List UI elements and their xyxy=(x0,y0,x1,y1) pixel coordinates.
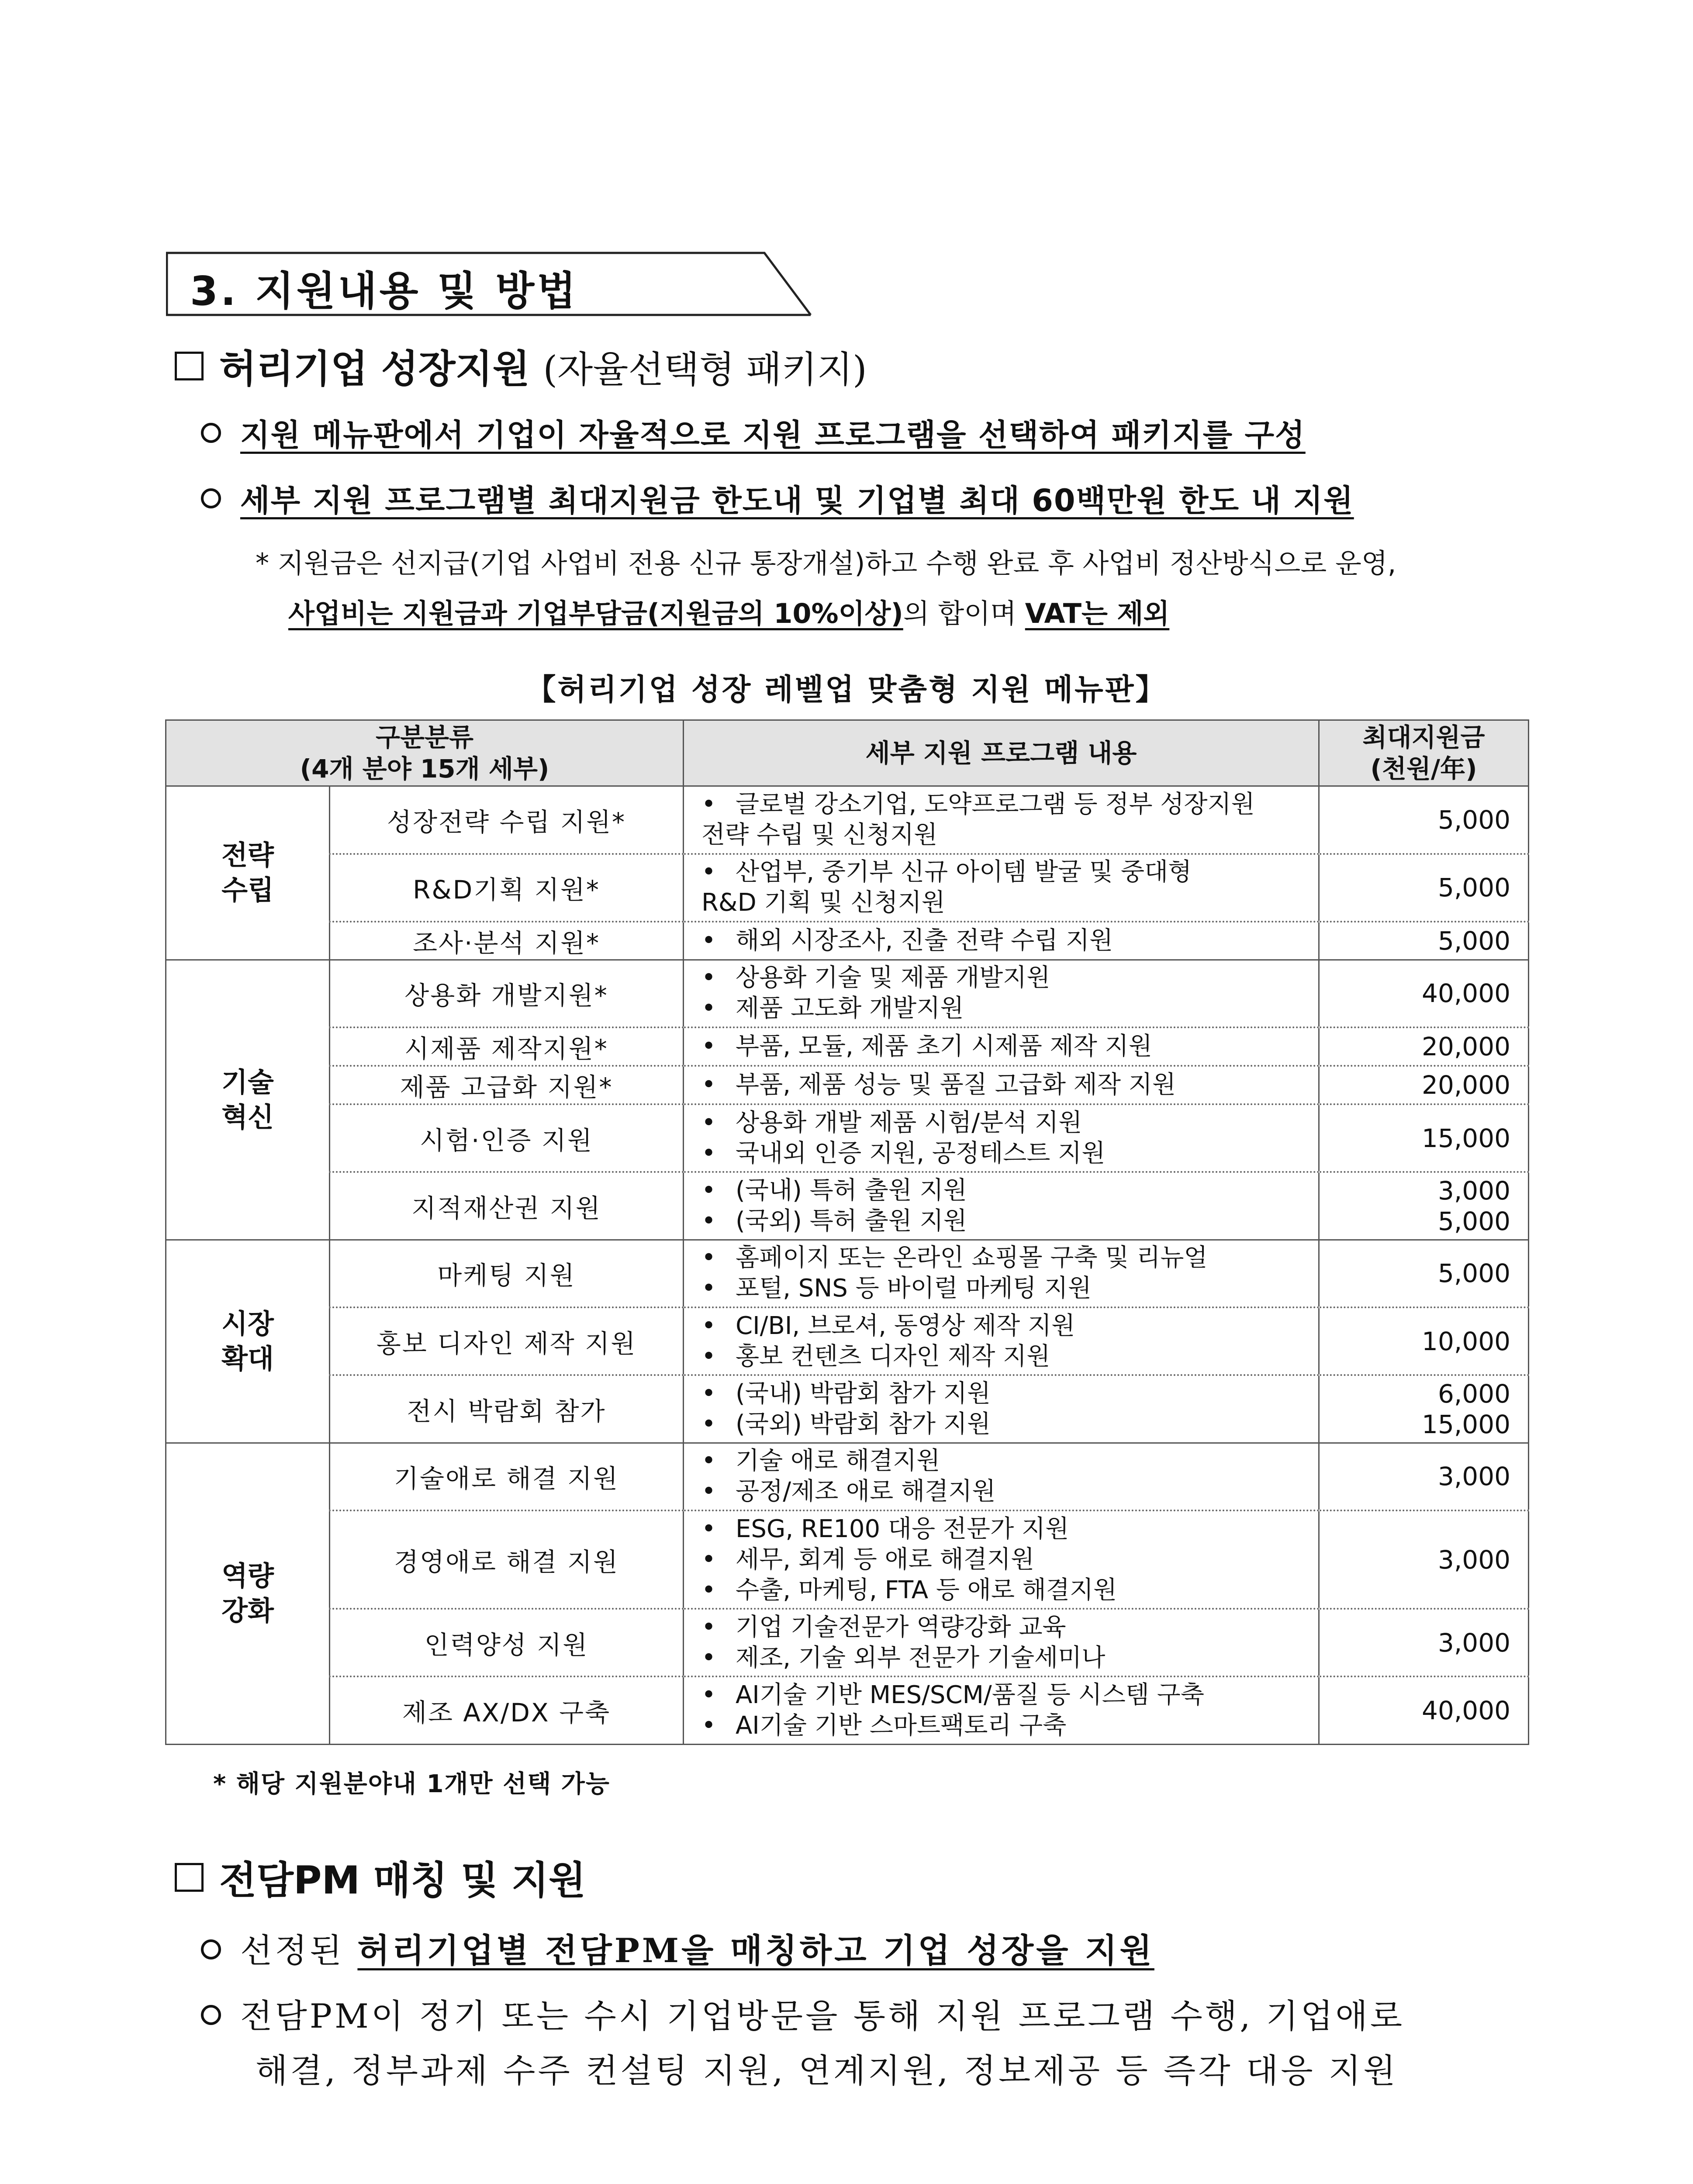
desc-bullet: • 상용화 개발 제품 시험/분석 지원 xyxy=(701,1108,1318,1138)
item-amount: 40,000 xyxy=(1319,1676,1529,1744)
block2-bullet-2-continuation xyxy=(256,2044,1398,2092)
item-amount: 3,000 xyxy=(1319,1609,1529,1676)
amount-line: 6,000 xyxy=(1437,1379,1510,1409)
desc-bullet: • 부품, 제품 성능 및 품질 고급화 제작 지원 xyxy=(701,1070,1318,1100)
circle-bullet-icon xyxy=(201,1939,221,1959)
item-desc xyxy=(684,1240,1319,1307)
item-desc xyxy=(684,1676,1319,1744)
amount-line: 3,000 xyxy=(1437,1175,1510,1206)
desc-bullet: • (국외) 특허 출원 지원 xyxy=(701,1206,1318,1237)
header-content: 세부 지원 프로그램 내용 xyxy=(684,720,1319,786)
amount-line: 5,000 xyxy=(1437,1206,1510,1236)
table-footnote: * 해당 지원분야내 1개만 선택 가능 xyxy=(213,1770,610,1798)
header-amount: 최대지원금 (천원/年) xyxy=(1319,720,1529,786)
item-amount: 10,000 xyxy=(1319,1307,1529,1375)
item-desc xyxy=(684,922,1319,960)
desc-bullet: • 제조, 기술 외부 전문가 기술세미나 xyxy=(701,1643,1318,1673)
table-row xyxy=(166,1240,1529,1307)
item-amount: 3,000 xyxy=(1319,1443,1529,1510)
item-name: 조사·분석 지원* xyxy=(330,922,684,960)
desc-bullet: • 국내외 인증 지원, 공정테스트 지원 xyxy=(701,1138,1318,1169)
square-bullet-icon xyxy=(175,1863,204,1892)
item-desc xyxy=(684,1375,1319,1443)
note-bold-part: 사업비는 지원금과 기업부담금(지원금의 10%이상) xyxy=(288,598,903,629)
block2-title: 전담PM 매칭 및 지원 xyxy=(219,1858,586,1903)
circle-bullet-icon xyxy=(201,423,221,443)
table-row xyxy=(166,1066,1529,1104)
desc-bullet: • (국외) 박람회 참가 지원 xyxy=(701,1409,1318,1440)
desc-bullet: • ESG, RE100 대응 전문가 지원 xyxy=(701,1514,1318,1545)
item-name: 마케팅 지원 xyxy=(330,1240,684,1307)
note-vat-part: VAT는 제외 xyxy=(1025,598,1170,629)
item-amount: 5,000 xyxy=(1319,922,1529,960)
item-desc xyxy=(684,1066,1319,1104)
item-amount: 20,000 xyxy=(1319,1066,1529,1104)
desc-bullet: • (국내) 특허 출원 지원 xyxy=(701,1175,1318,1206)
group-name: 기술 혁신 xyxy=(166,960,330,1240)
desc-bullet: • 공정/제조 애로 해결지원 xyxy=(701,1476,1318,1507)
item-desc xyxy=(684,1609,1319,1676)
item-amount: 20,000 xyxy=(1319,1027,1529,1066)
desc-bullet: • 상용화 기술 및 제품 개발지원 xyxy=(701,963,1318,993)
table-row xyxy=(166,1375,1529,1443)
item-desc xyxy=(684,1172,1319,1240)
desc-bullet: • 제품 고도화 개발지원 xyxy=(701,993,1318,1024)
block1-bullet-2-text: 세부 지원 프로그램별 최대지원금 한도내 및 기업별 최대 60백만원 한도 내 지원 xyxy=(240,483,1354,518)
block1-subtitle: (자율선택형 패키지) xyxy=(543,348,867,391)
item-amount: 15,000 xyxy=(1319,1104,1529,1172)
item-name: 인력양성 지원 xyxy=(330,1609,684,1676)
block2-bullet-1 xyxy=(201,1924,1154,1972)
item-name: 성장전략 수립 지원* xyxy=(330,786,684,854)
item-desc xyxy=(684,1027,1319,1066)
block1-note-line1: * 지원금은 선지급(기업 사업비 전용 신규 통장개설)하고 수행 완료 후 사업비 정산방식으로 운영, xyxy=(256,547,1396,579)
header-category: 구분분류 (4개 분야 15개 세부) xyxy=(166,720,684,786)
desc-bullet: • 부품, 모듈, 제품 초기 시제품 제작 지원 xyxy=(701,1031,1318,1062)
desc-bullet: • CI/BI, 브로셔, 동영상 제작 지원 xyxy=(701,1311,1318,1341)
item-desc xyxy=(684,1510,1319,1609)
circle-bullet-icon xyxy=(201,488,221,508)
item-name: 제조 AX/DX 구축 xyxy=(330,1676,684,1744)
block2-bullet-2 xyxy=(201,1990,1405,2037)
item-amount: 5,000 xyxy=(1319,854,1529,922)
block2-bullet-1-underlined: 허리기업별 전담PM을 매칭하고 기업 성장을 지원 xyxy=(357,1931,1154,1970)
desc-bullet: • 홈페이지 또는 온라인 쇼핑몰 구축 및 리뉴얼 xyxy=(701,1243,1318,1273)
note-mid-part: 의 합이며 xyxy=(903,598,1025,629)
item-name: 기술애로 해결 지원 xyxy=(330,1443,684,1510)
table-row xyxy=(166,1027,1529,1066)
table-row xyxy=(166,786,1529,854)
item-amount: 5,000 xyxy=(1319,786,1529,854)
item-desc xyxy=(684,960,1319,1027)
block2-bullet-2-line1: 전담PM이 정기 또는 수시 기업방문을 통해 지원 프로그램 수행, 기업애로 xyxy=(240,1997,1405,2035)
table-row xyxy=(166,854,1529,922)
block1-title: 허리기업 성장지원 xyxy=(219,346,530,391)
desc-bullet: • 기업 기술전문가 역량강화 교육 xyxy=(701,1612,1318,1643)
item-name: R&D기획 지원* xyxy=(330,854,684,922)
desc-bullet: • 글로벌 강소기업, 도약프로그램 등 정부 성장지원 전략 수립 및 신청지원 xyxy=(701,789,1318,850)
table-row xyxy=(166,1609,1529,1676)
item-name: 홍보 디자인 제작 지원 xyxy=(330,1307,684,1375)
block2-heading xyxy=(175,1850,586,1905)
desc-bullet: • 포털, SNS 등 바이럴 마케팅 지원 xyxy=(701,1273,1318,1304)
table-row xyxy=(166,1172,1529,1240)
item-amount xyxy=(1319,1172,1529,1240)
table-row xyxy=(166,960,1529,1027)
desc-bullet: • 홍보 컨텐츠 디자인 제작 지원 xyxy=(701,1341,1318,1372)
item-amount: 3,000 xyxy=(1319,1510,1529,1609)
table-row xyxy=(166,1443,1529,1510)
item-name: 경영애로 해결 지원 xyxy=(330,1510,684,1609)
circle-bullet-icon xyxy=(201,2005,221,2025)
amount-line: 15,000 xyxy=(1422,1409,1510,1439)
block2-bullet-2-line2: 해결, 정부과제 수주 컨설팅 지원, 연계지원, 정보제공 등 즉각 대응 지원 xyxy=(256,2051,1398,2090)
item-name: 상용화 개발지원* xyxy=(330,960,684,1027)
square-bullet-icon xyxy=(175,352,204,380)
group-name: 시장 확대 xyxy=(166,1240,330,1443)
item-desc xyxy=(684,854,1319,922)
support-menu-table xyxy=(165,719,1529,1745)
section-header xyxy=(166,251,812,317)
table-header-row xyxy=(166,720,1529,786)
item-desc xyxy=(684,1104,1319,1172)
item-desc xyxy=(684,786,1319,854)
section-title: 3. 지원내용 및 방법 xyxy=(190,268,579,314)
desc-bullet: • 수출, 마케팅, FTA 등 애로 해결지원 xyxy=(701,1575,1318,1606)
table-row xyxy=(166,1676,1529,1744)
desc-bullet: • 해외 시장조사, 진출 전략 수립 지원 xyxy=(701,926,1318,956)
block1-bullet-2 xyxy=(201,476,1354,520)
block2-bullet-1-plain: 선정된 xyxy=(240,1931,358,1970)
block1-bullet-1-text: 지원 메뉴판에서 기업이 자율적으로 지원 프로그램을 선택하여 패키지를 구성 xyxy=(240,417,1306,453)
item-name: 시제품 제작지원* xyxy=(330,1027,684,1066)
table-row xyxy=(166,1510,1529,1609)
desc-bullet: • AI기술 기반 스마트팩토리 구축 xyxy=(701,1711,1318,1741)
item-desc xyxy=(684,1307,1319,1375)
table-caption: 【허리기업 성장 레벨업 맞춤형 지원 메뉴판】 xyxy=(526,673,1167,707)
item-name: 지적재산권 지원 xyxy=(330,1172,684,1240)
group-name: 전략 수립 xyxy=(166,786,330,960)
item-name: 전시 박람회 참가 xyxy=(330,1375,684,1443)
table-row xyxy=(166,922,1529,960)
desc-bullet: • (국내) 박람회 참가 지원 xyxy=(701,1379,1318,1409)
desc-bullet: • 세무, 회계 등 애로 해결지원 xyxy=(701,1545,1318,1575)
item-amount: 5,000 xyxy=(1319,1240,1529,1307)
block1-heading xyxy=(175,339,867,394)
desc-bullet: • 산업부, 중기부 신규 아이템 발굴 및 중대형 R&D 기획 및 신청지원 xyxy=(701,857,1318,918)
item-desc xyxy=(684,1443,1319,1510)
item-amount xyxy=(1319,1375,1529,1443)
group-name: 역량 강화 xyxy=(166,1443,330,1744)
block1-bullet-1 xyxy=(201,411,1306,455)
desc-bullet: • 기술 애로 해결지원 xyxy=(701,1446,1318,1476)
item-amount: 40,000 xyxy=(1319,960,1529,1027)
desc-bullet: • AI기술 기반 MES/SCM/품질 등 시스템 구축 xyxy=(701,1680,1318,1711)
item-name: 제품 고급화 지원* xyxy=(330,1066,684,1104)
table-row xyxy=(166,1307,1529,1375)
table-row xyxy=(166,1104,1529,1172)
block1-note-line2 xyxy=(288,592,1169,631)
item-name: 시험·인증 지원 xyxy=(330,1104,684,1172)
